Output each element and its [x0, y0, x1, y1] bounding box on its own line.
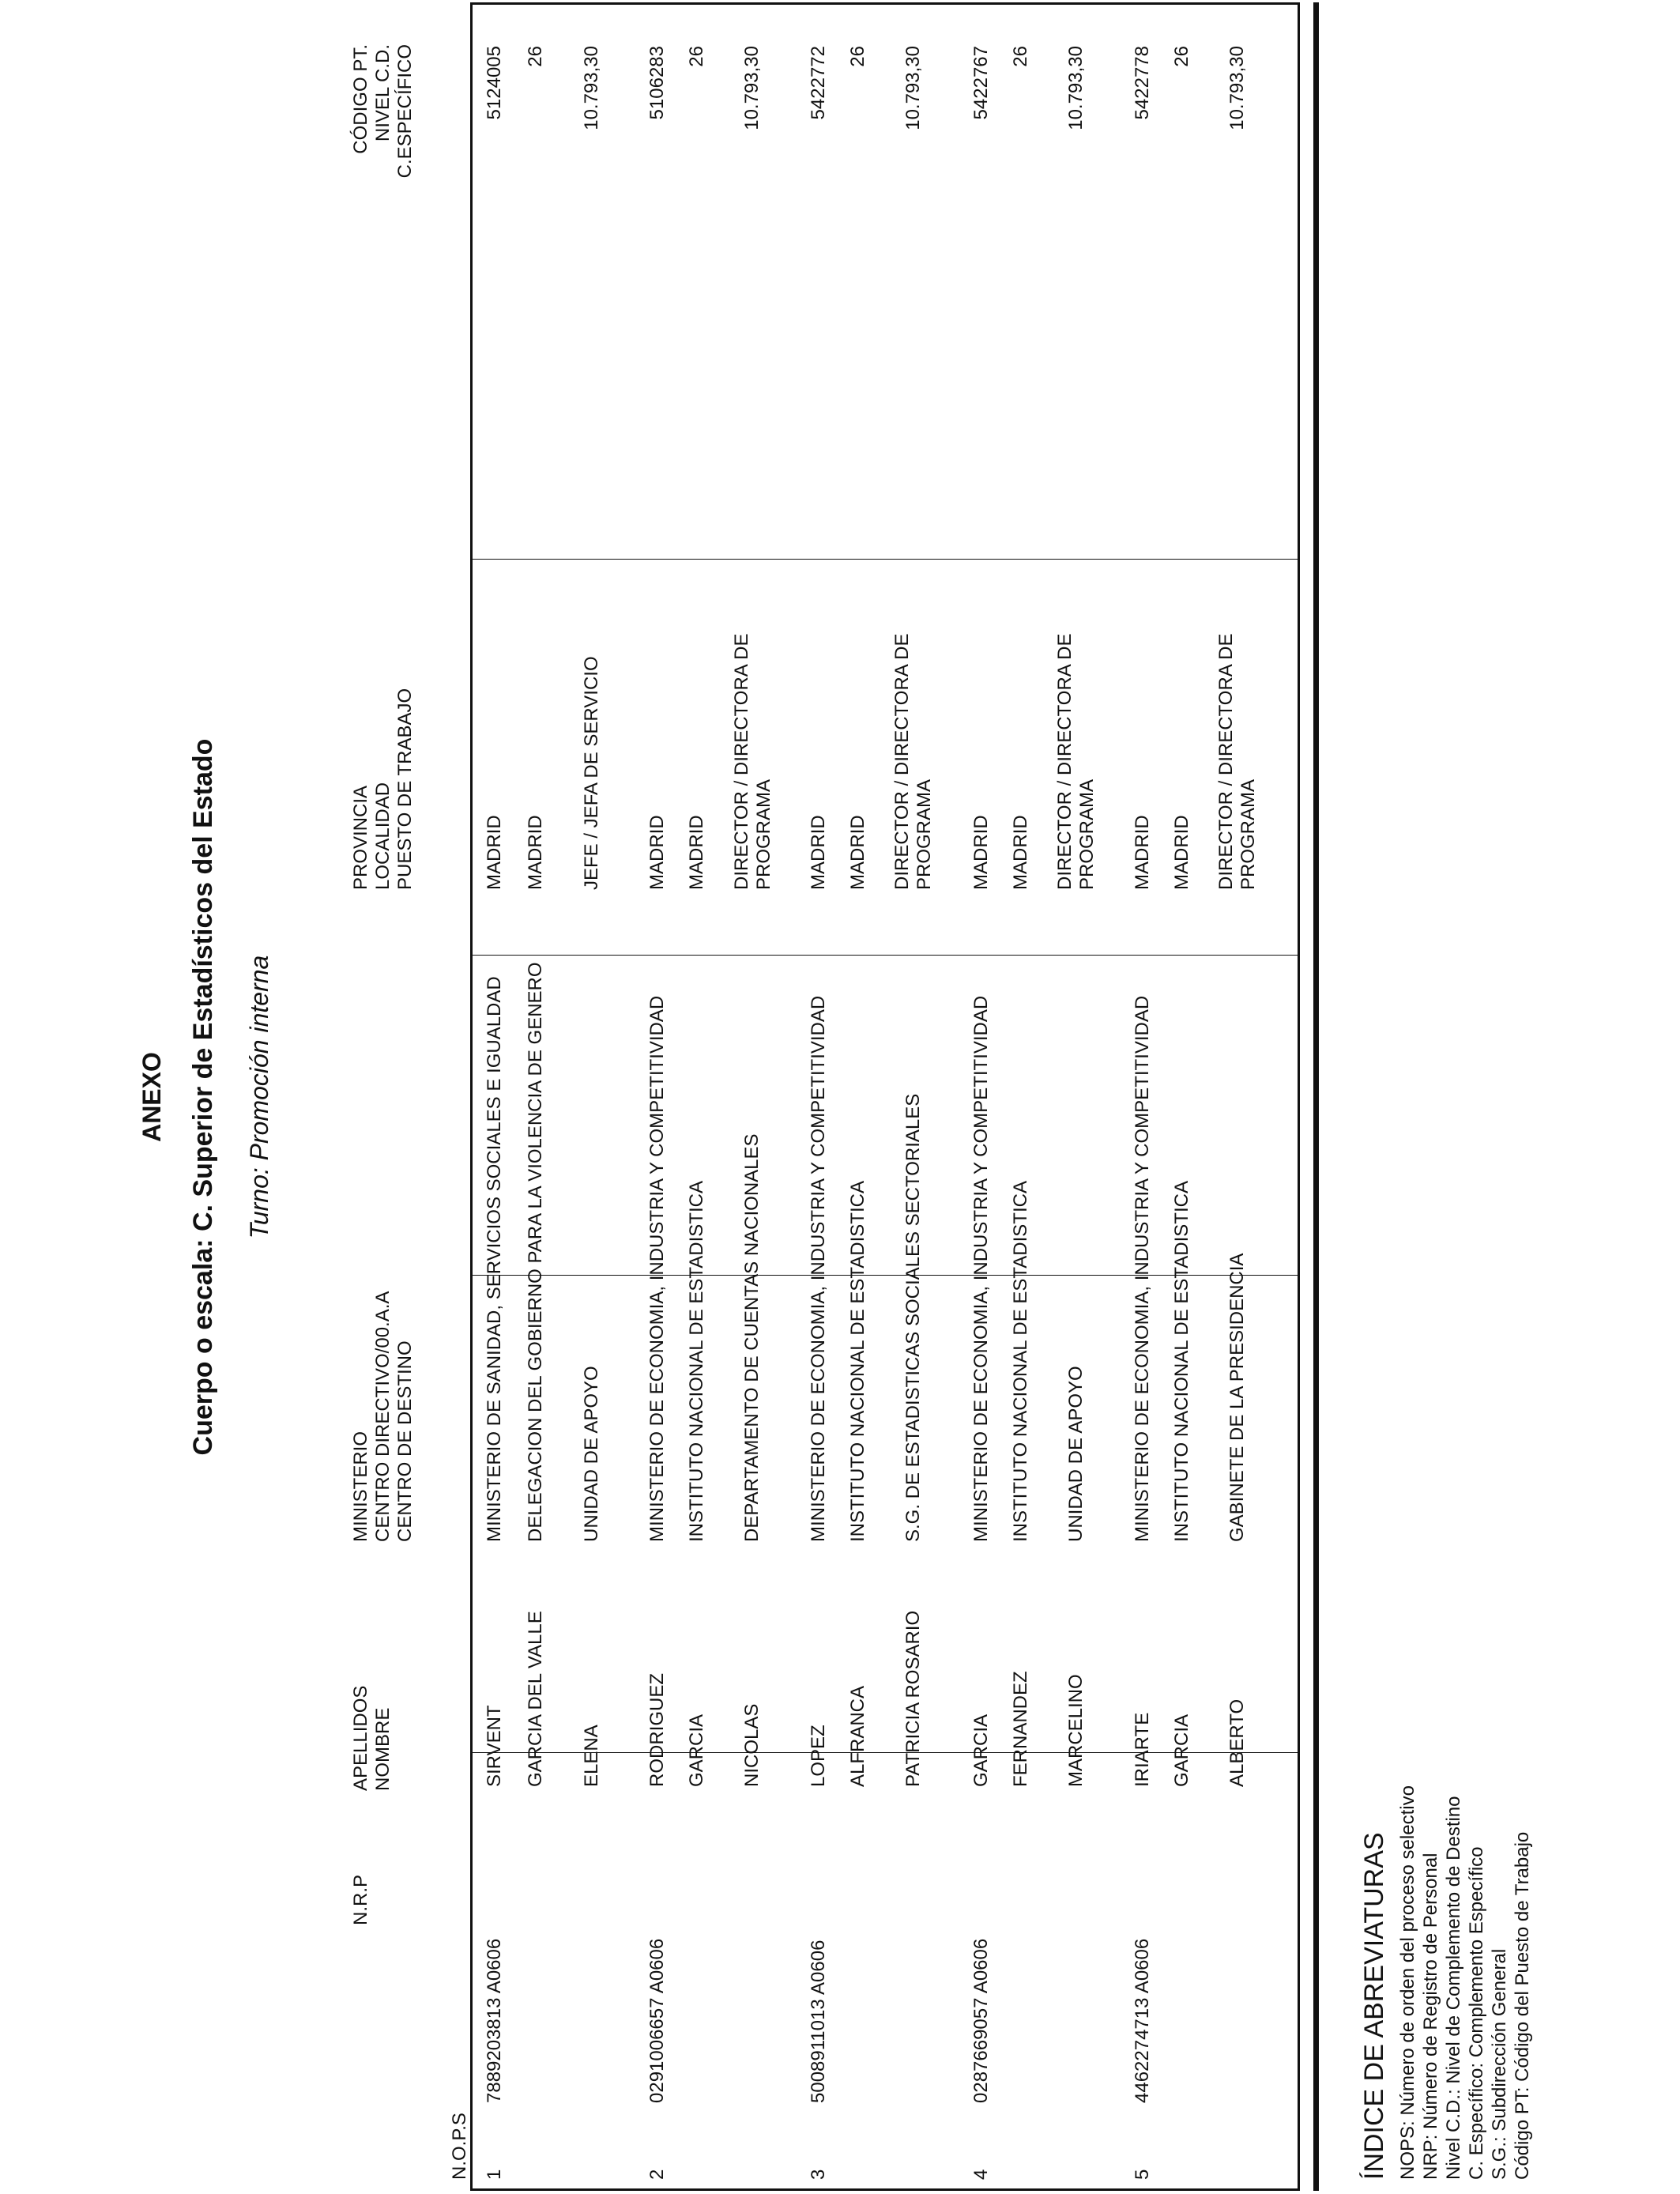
row4-org-2: INSTITUTO NACIONAL DE ESTADISTICA [1010, 1181, 1031, 1542]
abbreviation-item: S.G.: Subdirección General [1489, 1948, 1510, 2180]
col-header-codigo: CÓDIGO PT. NIVEL C.D. C.ESPECÍFICO [350, 44, 416, 179]
row4-nrp: 0287669057 A0606 [970, 1938, 992, 2103]
row2-org-1: MINISTERIO DE ECONOMIA, INDUSTRIA Y COMPETITIVIDAD [646, 995, 668, 1542]
row2-org-3: DEPARTAMENTO DE CUENTAS NACIONALES [741, 1133, 763, 1542]
row5-code-3: 10.793,30 [1226, 46, 1248, 130]
row1-org-1: MINISTERIO DE SANIDAD, SERVICIOS SOCIALES E IGUALDAD [484, 976, 505, 1542]
row1-name-1: SIRVENT [484, 1705, 505, 1787]
row5-loc-1: MADRID [1132, 815, 1153, 890]
row5-org-3: GABINETE DE LA PRESIDENCIA [1226, 1253, 1248, 1542]
row3-nops: 3 [808, 2169, 829, 2180]
row2-code-3: 10.793,30 [741, 46, 763, 130]
row3-code-3: 10.793,30 [902, 46, 924, 130]
row3-org-3: S.G. DE ESTADISTICAS SOCIALES SECTORIALES [902, 1093, 924, 1542]
row5-loc-3: DIRECTOR / DIRECTORA DE PROGRAMA [1215, 633, 1259, 890]
row1-name-3: ELENA [581, 1725, 602, 1787]
row2-loc-2: MADRID [686, 815, 707, 890]
row4-loc-1: MADRID [970, 815, 992, 890]
row1-name-2: GARCIA DEL VALLE [525, 1611, 546, 1787]
abbreviation-item: NRP: Número de Registro de Personal [1420, 1853, 1441, 2180]
row1-org-2: DELEGACION DEL GOBIERNO PARA LA VIOLENCIA DE GENERO [525, 962, 546, 1542]
row2-name-1: RODRIGUEZ [646, 1673, 668, 1787]
row3-loc-1: MADRID [808, 815, 829, 890]
row3-name-3: PATRICIA ROSARIO [902, 1610, 924, 1787]
row1-loc-2: MADRID [525, 815, 546, 890]
row4-nops: 4 [970, 2169, 992, 2180]
abbreviations-block [1359, 1785, 1534, 2180]
row2-nops: 2 [646, 2169, 668, 2180]
row2-nrp: 0291006657 A0606 [646, 1938, 668, 2103]
row4-org-3: UNIDAD DE APOYO [1065, 1366, 1087, 1542]
row1-code-3: 10.793,30 [581, 46, 602, 130]
col-header-provincia: PROVINCIA LOCALIDAD PUESTO DE TRABAJO [350, 688, 416, 890]
row5-nrp: 4462274713 A0606 [1132, 1938, 1153, 2103]
table-top-border [470, 2, 473, 2191]
row3-loc-3: DIRECTOR / DIRECTORA DE PROGRAMA [891, 633, 935, 890]
row2-loc-1: MADRID [646, 815, 668, 890]
row2-name-2: GARCIA [686, 1713, 707, 1787]
row2-loc-3: DIRECTOR / DIRECTORA DE PROGRAMA [731, 633, 774, 890]
row5-org-2: INSTITUTO NACIONAL DE ESTADISTICA [1171, 1181, 1192, 1542]
row5-name-2: GARCIA [1171, 1713, 1192, 1787]
abbreviation-item: C. Específico: Complemento Específico [1466, 1846, 1487, 2180]
row4-code-2: 26 [1010, 46, 1031, 67]
row2-code-2: 26 [686, 46, 707, 67]
row1-nrp: 7889203813 A0606 [484, 1938, 505, 2103]
table-frame [470, 2, 1300, 2191]
row3-code-2: 26 [847, 46, 868, 67]
abbreviations-title: ÍNDICE DE ABREVIATURAS [1359, 1832, 1389, 2180]
row4-code-1: 5422767 [970, 46, 992, 120]
row1-loc-1: MADRID [484, 815, 505, 890]
table-bottom-border [1298, 2, 1300, 2191]
row4-loc-2: MADRID [1010, 815, 1031, 890]
anexo-title: ANEXO [137, 1052, 166, 1142]
col-header-apellidos: APELLIDOS NOMBRE [350, 1685, 394, 1791]
row2-code-1: 5106283 [646, 46, 668, 120]
row4-loc-3: DIRECTOR / DIRECTORA DE PROGRAMA [1054, 633, 1098, 890]
row5-nops: 5 [1132, 2169, 1153, 2180]
row-border-right [470, 2, 1300, 5]
row-separator-3 [470, 955, 1300, 956]
row3-nrp: 5008911013 A0606 [808, 1940, 829, 2103]
row4-org-1: MINISTERIO DE ECONOMIA, INDUSTRIA Y COMPETITIVIDAD [970, 995, 992, 1542]
turno-subtitle: Turno: Promoción interna [245, 955, 273, 1239]
row3-name-1: LOPEZ [808, 1725, 829, 1787]
abbreviation-item: Nivel C.D.: Nivel de Complemento de Destino [1443, 1796, 1464, 2180]
row2-org-2: INSTITUTO NACIONAL DE ESTADISTICA [686, 1181, 707, 1542]
row4-name-3: MARCELINO [1065, 1674, 1087, 1787]
row1-code-1: 5124005 [484, 46, 505, 120]
row5-loc-2: MADRID [1171, 815, 1192, 890]
row4-code-3: 10.793,30 [1065, 46, 1087, 130]
abbreviation-item: Código PT: Código del Puesto de Trabajo [1512, 1831, 1533, 2180]
col-header-nops: N.O.P.S [449, 2113, 470, 2180]
row5-name-1: IRIARTE [1132, 1712, 1153, 1787]
col-header-nrp: N.R.P [350, 1874, 371, 1925]
row5-code-2: 26 [1171, 46, 1192, 67]
row1-nops: 1 [484, 2169, 505, 2180]
row1-loc-3: JEFE / JEFA DE SERVICIO [581, 656, 602, 890]
row5-code-1: 5422778 [1132, 46, 1153, 120]
cuerpo-title: Cuerpo o escala: C. Superior de Estadísticos del Estado [188, 738, 218, 1456]
row1-org-3: UNIDAD DE APOYO [581, 1366, 602, 1542]
row-separator-4 [470, 559, 1300, 560]
row1-code-2: 26 [525, 46, 546, 67]
row3-loc-2: MADRID [847, 815, 868, 890]
abbreviation-item: NOPS: Número de orden del proceso selectivo [1397, 1785, 1418, 2180]
row3-code-1: 5422772 [808, 46, 829, 120]
row3-org-1: MINISTERIO DE ECONOMIA, INDUSTRIA Y COMPETITIVIDAD [808, 995, 829, 1542]
row3-name-2: ALFRANCA [847, 1685, 868, 1787]
table-heavy-rule [1313, 2, 1319, 2191]
row5-org-1: MINISTERIO DE ECONOMIA, INDUSTRIA Y COMPETITIVIDAD [1132, 995, 1153, 1542]
col-header-ministerio: MINISTERIO CENTRO DIRECTIVO/00.A.A CENTRO DE DESTINO [350, 1291, 416, 1542]
row4-name-1: GARCIA [970, 1713, 992, 1787]
row5-name-3: ALBERTO [1226, 1698, 1248, 1787]
row3-org-2: INSTITUTO NACIONAL DE ESTADISTICA [847, 1181, 868, 1542]
row-border-left [470, 2188, 1300, 2191]
row2-name-3: NICOLAS [741, 1703, 763, 1787]
row4-name-2: FERNANDEZ [1010, 1671, 1031, 1787]
